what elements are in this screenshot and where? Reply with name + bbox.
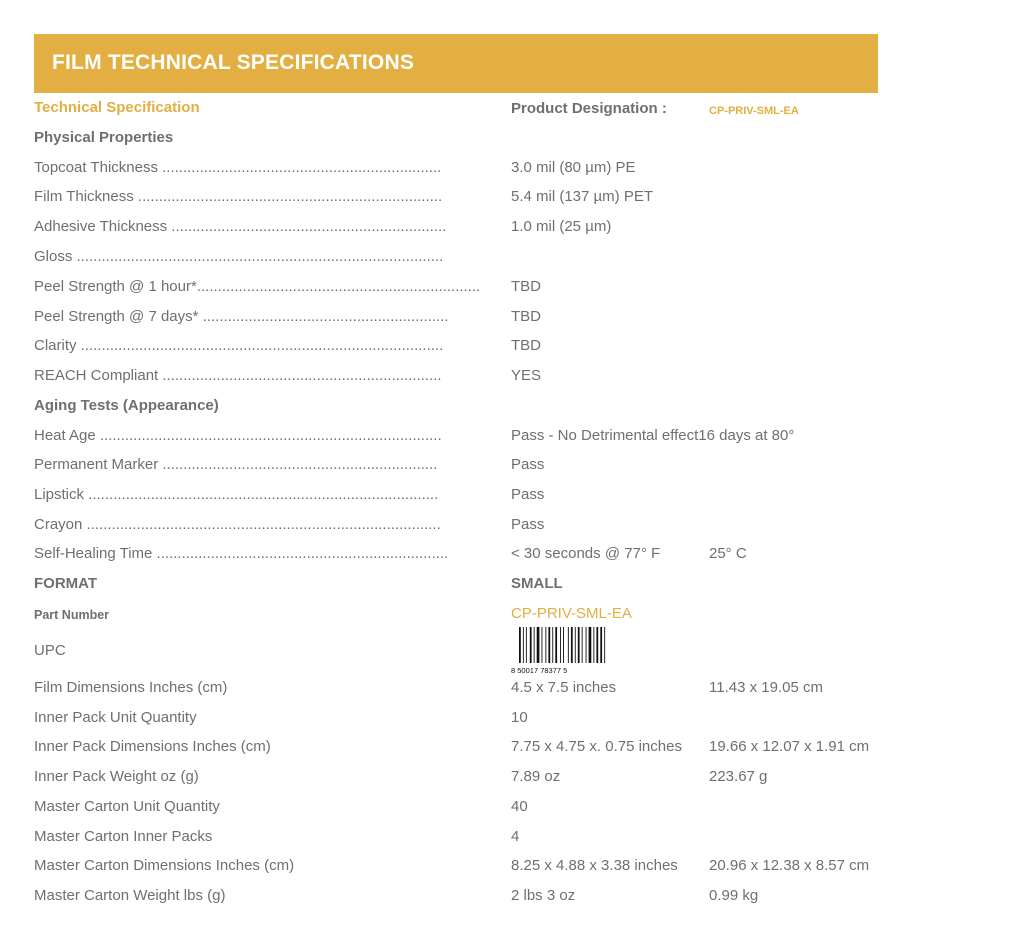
spec-row-value-secondary: 19.66 x 12.07 x 1.91 cm: [709, 738, 870, 755]
spec-row-label: Film Dimensions Inches (cm): [34, 679, 228, 696]
spec-row-value: 2 lbs 3 oz: [511, 887, 576, 904]
spec-row-value-secondary: 0.99 kg: [709, 887, 759, 904]
spec-row-label: Master Carton Weight lbs (g): [34, 887, 226, 904]
spec-row-label: Clarity .......................................................................................: [34, 337, 444, 354]
product-designation-label: Product Designation :: [511, 100, 667, 117]
spec-row-value: TBD: [511, 308, 541, 325]
spec-row-value: 10: [511, 709, 528, 726]
spec-row-value-secondary: 11.43 x 19.05 cm: [709, 679, 823, 696]
spec-row-value-secondary: 20.96 x 12.38 x 8.57 cm: [709, 857, 870, 874]
spec-row-label: Master Carton Dimensions Inches (cm): [34, 857, 295, 874]
spec-row-value: Pass: [511, 486, 545, 503]
page-title: FILM TECHNICAL SPECIFICATIONS: [52, 51, 415, 74]
spec-row-value: Pass: [511, 456, 545, 473]
spec-row-label: Inner Pack Weight oz (g): [34, 768, 199, 785]
format-heading: FORMAT: [34, 575, 98, 592]
part-number-value: CP-PRIV-SML-EA: [511, 605, 632, 622]
spec-row-label: Master Carton Unit Quantity: [34, 798, 220, 815]
spec-header-bar: [34, 34, 878, 93]
spec-row-label: Film Thickness .........................................................................: [34, 188, 443, 205]
spec-row-value-secondary: 223.67 g: [709, 768, 768, 785]
spec-row-label: Gloss ........................................................................................: [34, 248, 444, 265]
spec-row-label: Master Carton Inner Packs: [34, 828, 213, 845]
spec-row-label: Topcoat Thickness ...................................................................: [34, 159, 442, 176]
spec-row-value: 4: [511, 828, 520, 845]
upc-barcode: [511, 627, 615, 675]
spec-row-value: 8.25 x 4.88 x 3.38 inches: [511, 857, 678, 874]
spec-row-value: 3.0 mil (80 µm) PE: [511, 159, 636, 176]
spec-row-value: 7.75 x 4.75 x. 0.75 inches: [511, 738, 682, 755]
aging-tests-heading: Aging Tests (Appearance): [34, 397, 219, 414]
spec-row-value: 5.4 mil (137 µm) PET: [511, 188, 654, 205]
spec-row-label: Peel Strength @ 7 days* ...........................................................: [34, 308, 449, 325]
spec-row-value: 7.89 oz: [511, 768, 561, 785]
format-value: SMALL: [511, 575, 563, 592]
spec-row-value: YES: [511, 367, 542, 384]
spec-row-label: REACH Compliant ...................................................................: [34, 367, 442, 384]
spec-row-label: Inner Pack Dimensions Inches (cm): [34, 738, 271, 755]
spec-row-label: Self-Healing Time ......................................................................: [34, 545, 449, 562]
barcode-number: 8 50017 78377 5: [511, 666, 568, 675]
spec-row-label: Adhesive Thickness ..................................................................: [34, 218, 447, 235]
part-number-label: Part Number: [34, 608, 110, 622]
spec-row-label: Peel Strength @ 1 hour*....................................................................: [34, 278, 481, 295]
spec-row-label: Inner Pack Unit Quantity: [34, 709, 197, 726]
spec-row-value: TBD: [511, 337, 541, 354]
spec-row-label: Crayon .....................................................................................: [34, 516, 441, 533]
upc-label: UPC: [34, 642, 66, 659]
spec-row-value-secondary: 25° C: [709, 545, 747, 562]
spec-row-value: 4.5 x 7.5 inches: [511, 679, 617, 696]
spec-row-value: < 30 seconds @ 77° F: [511, 545, 661, 562]
product-designation-value: CP-PRIV-SML-EA: [709, 105, 799, 117]
physical-properties-heading: Physical Properties: [34, 129, 174, 146]
spec-row-label: Permanent Marker ..................................................................: [34, 456, 438, 473]
spec-row-value: TBD: [511, 278, 541, 295]
spec-row-value: Pass - No Detrimental effect16 days at 80°: [511, 427, 795, 444]
spec-row-value: 1.0 mil (25 µm): [511, 218, 612, 235]
spec-row-label: Lipstick ....................................................................................: [34, 486, 439, 503]
spec-row-value: Pass: [511, 516, 545, 533]
spec-row-label: Heat Age ..................................................................................: [34, 427, 442, 444]
spec-row-value: 40: [511, 798, 528, 815]
technical-specification-heading: Technical Specification: [34, 99, 200, 116]
